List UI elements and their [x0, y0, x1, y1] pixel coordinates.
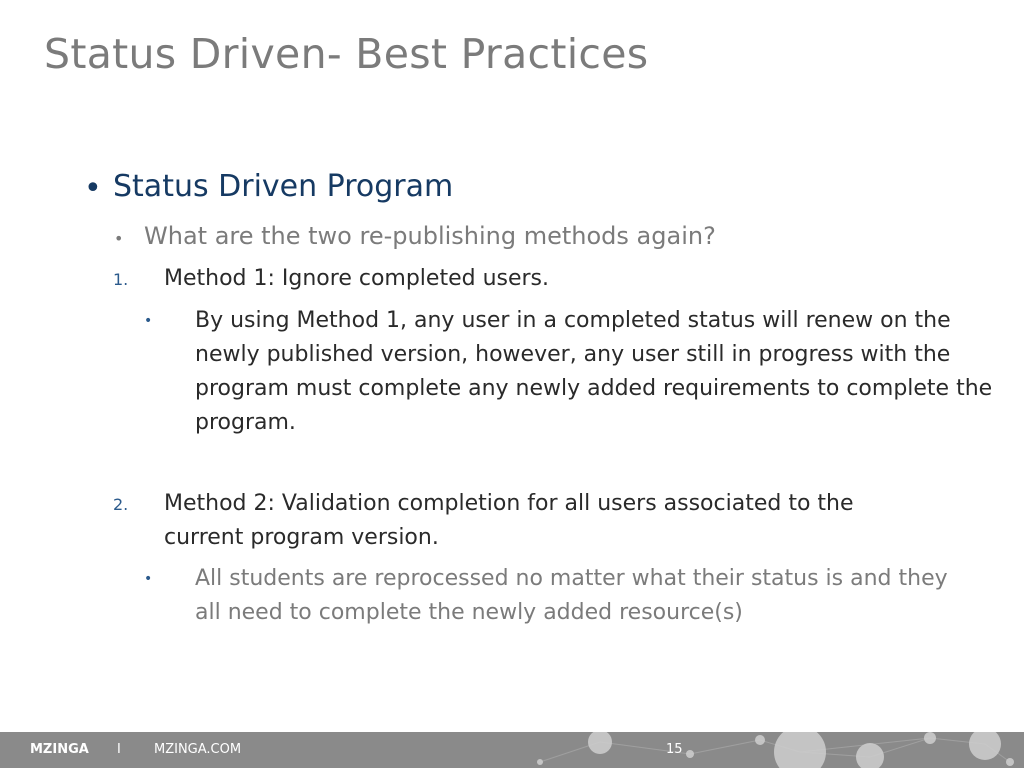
slide-footer: [0, 732, 1024, 768]
method1-detail: By using Method 1, any user in a completed status will renew on the newly published version, however, any user still in progress with the program must complete any newly added requirements to complete the program.: [195, 308, 993, 435]
question-text: What are the two re-publishing methods again?: [144, 222, 716, 250]
method2-label: Method 2: Validation completion for all users associated to the current program version.: [164, 491, 854, 550]
page-number: 15: [666, 742, 683, 757]
heading-bullet: •: [84, 171, 102, 206]
footer-separator: I: [117, 742, 121, 757]
method2-detail-bullet: •: [144, 571, 153, 587]
section-heading: Status Driven Program: [113, 169, 454, 204]
question-bullet: •: [114, 229, 124, 248]
slide-title: Status Driven- Best Practices: [44, 30, 649, 78]
method1-detail-bullet: •: [144, 313, 153, 329]
method1-number: 1.: [113, 270, 129, 289]
footer-website: MZINGA.COM: [154, 742, 242, 757]
method1-label: Method 1: Ignore completed users.: [164, 266, 550, 291]
footer-brand: MZINGA: [30, 742, 89, 757]
method2-detail: All students are reprocessed no matter what their status is and they all need to complete the newly added resource(s): [195, 566, 948, 625]
method2-number: 2.: [113, 495, 129, 514]
